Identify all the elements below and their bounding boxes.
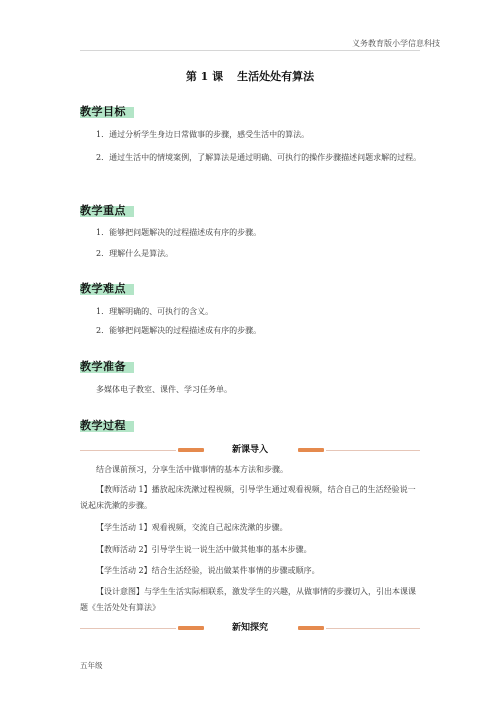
footer-grade: 五年级 (80, 661, 103, 670)
intro-paragraph-2: 【教师活动 1】播放起床洗漱过程视频，引导学生通过观看视频，结合自己的生活经验说一说起床洗漱的步骤。 (80, 485, 416, 510)
subsection-label: 新课导入 (231, 445, 268, 455)
lesson-title: 生活处处有算法 (237, 70, 315, 83)
heading-text: 教学过程 (80, 419, 126, 432)
heading-text: 教学目标 (80, 105, 126, 118)
lesson-number: 第 1 课 (185, 70, 224, 83)
intro-paragraph-3: 【学生活动 1】观看视频，交流自己起床洗漱的步骤。 (96, 523, 288, 532)
subsection-divider-intro (80, 443, 420, 457)
page-title (0, 68, 500, 84)
section-goals-heading (80, 100, 126, 120)
intro-paragraph-1: 结合课前预习，分享生活中做事情的基本方法和步骤。 (96, 465, 288, 474)
intro-paragraph-5: 【学生活动 2】结合生活经验，说出做某件事情的步骤或顺序。 (96, 566, 320, 575)
intro-paragraph-4: 【教师活动 2】引导学生说一说生活中做其他事的基本步骤。 (96, 545, 312, 554)
header-series: 义务教育版小学信息科技 (352, 39, 440, 48)
goal-item-1: 1．通过分析学生身边日常做事的步骤，感受生活中的算法。 (96, 130, 310, 139)
section-preparation-heading (80, 355, 126, 375)
intro-paragraph-6: 【设计意图】与学生生活实际相联系，激发学生的兴趣，从做事情的步骤切入，引出本课课题《生活处处有算法》 (80, 587, 416, 612)
key-point-item-2: 2．理解什么是算法。 (96, 249, 174, 258)
difficulty-item-1: 1．理解明确的、可执行的含义。 (96, 307, 214, 316)
heading-text: 教学难点 (80, 282, 126, 295)
goal-item-2: 2．通过生活中的情境案例，了解算法是通过明确、可执行的操作步骤描述问题求解的过程。 (96, 153, 422, 162)
section-key-points-heading (80, 199, 126, 219)
key-point-item-1: 1．能够把问题解决的过程描述成有序的步骤。 (96, 228, 262, 237)
header-rule (80, 50, 420, 51)
section-process-heading (80, 414, 126, 434)
section-difficulties-heading (80, 277, 126, 297)
subsection-label: 新知探究 (231, 623, 268, 633)
heading-text: 教学重点 (80, 204, 126, 217)
subsection-divider-explore (80, 621, 420, 635)
preparation-text: 多媒体电子教室、课件、学习任务单。 (96, 385, 232, 394)
heading-text: 教学准备 (80, 360, 126, 373)
difficulty-item-2: 2．能够把问题解决的过程描述成有序的步骤。 (96, 326, 262, 335)
